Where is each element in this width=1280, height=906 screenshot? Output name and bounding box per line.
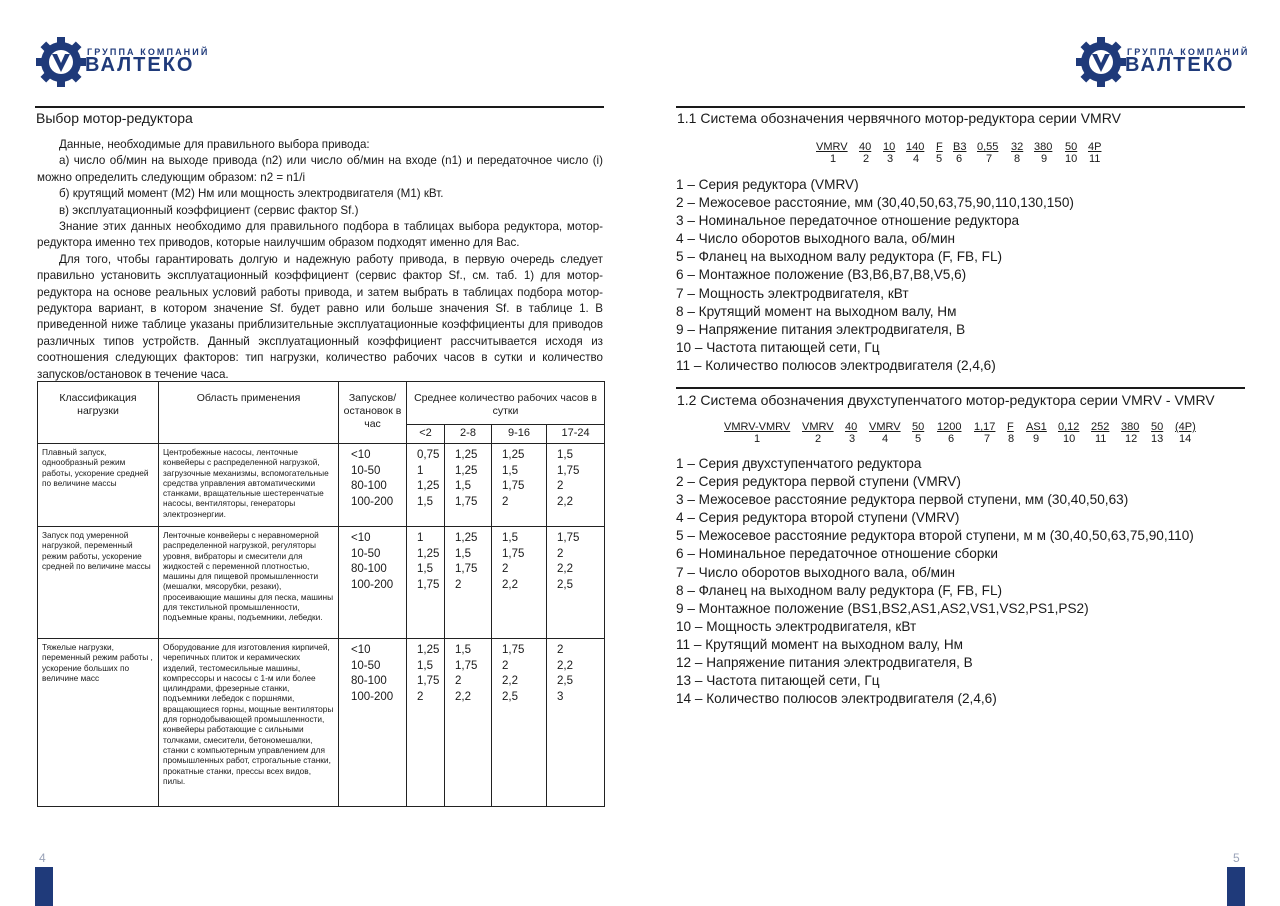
gear-logo-icon bbox=[1075, 36, 1127, 88]
paragraph: б) крутящий момент (М2) Нм или мощность электродвигателя (М1) кВт. bbox=[59, 187, 444, 201]
code-number: 14 bbox=[1179, 433, 1192, 445]
factor-cell: 1,75 2 2,2 2,5 bbox=[492, 639, 547, 807]
legend-item: 11 – Количество полюсов электродвигателя (2,4,6) bbox=[676, 357, 996, 373]
code-part: 40 bbox=[845, 421, 858, 433]
code-number: 5 bbox=[936, 153, 943, 165]
code-number: 5 bbox=[915, 433, 922, 445]
code-part: VMRV bbox=[802, 421, 834, 433]
code-part: B3 bbox=[953, 141, 967, 153]
factor-cell: 0,75 1 1,25 1,5 bbox=[407, 444, 445, 527]
paragraph: Данные, необходимые для правильного выбора привода: bbox=[59, 138, 370, 151]
code-number: 10 bbox=[1065, 153, 1078, 165]
code-part: (4P) bbox=[1175, 421, 1196, 433]
legend-item: 7 – Число оборотов выходного вала, об/мин bbox=[676, 564, 956, 580]
starts-cell: <10 10-50 80-100 100-200 bbox=[339, 527, 407, 639]
header-hours-col: 17-24 bbox=[547, 425, 605, 444]
factor-cell: 1,75 2 2,2 2,5 bbox=[547, 527, 605, 639]
paragraph: Знание этих данных необходимо для правильного подбора в таблицах выбора редуктора, мотор-редуктора именно тех приводов, которые наилучшим образом подходят именно для Вас. bbox=[37, 220, 603, 250]
legend-item: 1 – Серия редуктора (VMRV) bbox=[676, 177, 859, 192]
classification-cell: Запуск под умеренной нагрузкой, переменный режим работы, ускорение средней по величине массы bbox=[38, 527, 159, 639]
table-row bbox=[38, 639, 605, 807]
paragraph: в) эксплуатационный коэффициент (сервис фактор Sf.) bbox=[59, 203, 359, 217]
code-part: 10 bbox=[883, 141, 896, 153]
code-part: 32 bbox=[1011, 141, 1024, 153]
code-number: 9 bbox=[1033, 433, 1040, 445]
legend-item: 10 – Частота питающей сети, Гц bbox=[676, 339, 880, 355]
code-number: 3 bbox=[887, 153, 894, 165]
page-tab-left bbox=[35, 867, 53, 906]
section1-rule bbox=[676, 106, 1245, 108]
legend-item: 9 – Напряжение питания электродвигателя, В bbox=[676, 321, 966, 337]
left-title-rule bbox=[35, 106, 604, 108]
paragraph: Для того, чтобы гарантировать долгую и надежную работу привода, в первую очередь следует правильно установить эксплуатационный коэффициент (сервис фактор Sf., см. таб. 1) для мотор-редуктора на основе реальных условий работы привода, и затем выбрать в таблицах подбора мотор-редуктора вариант, в котором значение Sf. будет равно или больше значения Sf. в таблице 1. В приведенной ниже таблице указаны приблизительные эксплуатационные коэффициенты для приводов различных типов устройств. Данный эксплуатационный коэффициент рассчитывается исходя из соотношения следующих факторов: тип нагрузки, количество рабочих часов в сутки и количество запусков/остановок в течение часа. bbox=[37, 252, 603, 381]
section1-title: 1.1 Система обозначения червячного мотор-редуктора серии VMRV bbox=[677, 110, 1121, 126]
code-number: 11 bbox=[1095, 433, 1107, 445]
code-number: 2 bbox=[815, 433, 822, 445]
factor-cell: 1 1,25 1,5 1,75 bbox=[407, 527, 445, 639]
section1-legend bbox=[676, 176, 1074, 375]
page-number-right: 5 bbox=[1233, 851, 1240, 865]
code-part: 50 bbox=[1151, 421, 1164, 433]
code-number: 8 bbox=[1014, 153, 1021, 165]
page-number-left: 4 bbox=[39, 851, 46, 865]
header-hours-col: 2-8 bbox=[445, 425, 492, 444]
code-number: 1 bbox=[754, 433, 761, 445]
header-application: Область применения bbox=[159, 382, 339, 444]
code-number: 6 bbox=[956, 153, 963, 165]
legend-item: 11 – Крутящий момент на выходном валу, Нм bbox=[676, 636, 963, 652]
section1-code-line bbox=[676, 141, 1245, 167]
application-cell: Центробежные насосы, ленточные конвейеры с распределенной нагрузкой, загрузочные механизмы, вспомогательные средства управления автоматическими станками, вращательные шестеренчатые насосы, вентиляторы, генераторы электроэнергии. bbox=[159, 444, 339, 527]
code-part: F bbox=[1007, 421, 1014, 433]
table-row bbox=[38, 527, 605, 639]
factor-cell: 1,25 1,5 1,75 2 bbox=[445, 527, 492, 639]
legend-item: 6 – Монтажное положение (B3,B6,B7,B8,V5,6) bbox=[676, 267, 967, 283]
legend-item: 4 – Число оборотов выходного вала, об/мин bbox=[676, 231, 956, 247]
code-part: 0,12 bbox=[1058, 421, 1080, 433]
factor-cell: 1,5 1,75 2 2,2 bbox=[547, 444, 605, 527]
legend-item: 8 – Фланец на выходном валу редуктора (F, FB, FL) bbox=[676, 582, 1003, 598]
code-part: 380 bbox=[1034, 141, 1053, 153]
legend-item: 4 – Серия редуктора второй ступени (VMRV) bbox=[676, 510, 960, 526]
factor-cell: 1,25 1,5 1,75 2 bbox=[492, 444, 547, 527]
company-logo-right bbox=[1075, 36, 1250, 88]
gear-logo-icon bbox=[35, 36, 87, 88]
code-part: VMRV-VMRV bbox=[724, 421, 791, 433]
logo-name: ВАЛТЕКО bbox=[1125, 54, 1235, 76]
section2-code-line bbox=[676, 421, 1245, 447]
legend-item: 7 – Мощность электродвигателя, кВт bbox=[676, 285, 909, 301]
code-part: 40 bbox=[859, 141, 872, 153]
header-hours: Среднее количество рабочих часов в сутки bbox=[407, 382, 605, 425]
factor-cell: 1,5 1,75 2 2,2 bbox=[492, 527, 547, 639]
code-number: 10 bbox=[1063, 433, 1076, 445]
legend-item: 2 – Серия редуктора первой ступени (VMRV) bbox=[676, 474, 961, 490]
code-number: 11 bbox=[1089, 153, 1101, 165]
legend-item: 2 – Межосевое расстояние, мм (30,40,50,63,75,90,110,130,150) bbox=[676, 195, 1074, 211]
application-cell: Оборудование для изготовления кирпичей, черепичных плиток и керамических изделий, тестомесильные машины, компрессоры и насосы с 1-м или более цилиндрами, фрезерные станки, подъемники лебедок с поршнями, вращающиеся горны, мощные вентиляторы для горнодобывающей промышленности, конвейеры работающие с сильными толчками, смесители, бетономешалки, станки с компьютерным управлением для промышленных работ, строгальные станки, прокатные станки, прессы всех видов, пилы. bbox=[159, 639, 339, 807]
code-number: 13 bbox=[1151, 433, 1164, 445]
legend-item: 13 – Частота питающей сети, Гц bbox=[676, 673, 880, 689]
classification-cell: Тяжелые нагрузки, переменный режим работы , ускорение больших по величине масс bbox=[38, 639, 159, 807]
code-number: 1 bbox=[830, 153, 837, 165]
code-part: AS1 bbox=[1026, 421, 1047, 433]
code-part: 380 bbox=[1121, 421, 1140, 433]
code-part: 50 bbox=[912, 421, 925, 433]
code-number: 6 bbox=[948, 433, 955, 445]
code-part: 1,17 bbox=[974, 421, 996, 433]
legend-item: 9 – Монтажное положение (BS1,BS2,AS1,AS2,VS1,VS2,PS1,PS2) bbox=[676, 600, 1089, 616]
legend-item: 14 – Количество полюсов электродвигателя (2,4,6) bbox=[676, 691, 997, 707]
code-number: 7 bbox=[986, 153, 993, 165]
factor-cell: 1,25 1,5 1,75 2 bbox=[407, 639, 445, 807]
legend-item: 5 – Межосевое расстояние редуктора второй ступени, м м (30,40,50,63,75,90,110) bbox=[676, 528, 1194, 544]
code-part: 50 bbox=[1065, 141, 1078, 153]
legend-item: 8 – Крутящий момент на выходном валу, Нм bbox=[676, 303, 957, 319]
left-page-title: Выбор мотор-редуктора bbox=[36, 110, 193, 126]
section2-legend bbox=[676, 455, 1194, 708]
table-row bbox=[38, 444, 605, 527]
code-part: 252 bbox=[1091, 421, 1110, 433]
logo-subtitle: ГРУППА КОМПАНИЙ bbox=[87, 47, 210, 57]
section2-title: 1.2 Система обозначения двухступенчатого мотор-редуктора серии VMRV - VMRV bbox=[677, 392, 1215, 408]
section2-rule bbox=[676, 387, 1245, 389]
intro-text bbox=[37, 137, 603, 383]
code-part: VMRV bbox=[816, 141, 848, 153]
logo-subtitle: ГРУППА КОМПАНИЙ bbox=[1127, 47, 1250, 57]
code-number: 12 bbox=[1125, 433, 1138, 445]
application-cell: Ленточные конвейеры с неравномерной распределенной нагрузкой, регуляторы уровня, вибраторы и смесители для жидкостей с переменной плотностью, машины для пищевой промышленности (мешалки, мясорубки, резаки), просеивающие машины для песка, машины для текстильной промышленности, подъемные краны, подъемники, лебедки. bbox=[159, 527, 339, 639]
header-starts: Запусков/ остановок в час bbox=[339, 382, 407, 444]
code-part: VMRV bbox=[869, 421, 901, 433]
code-number: 4 bbox=[882, 433, 889, 445]
code-part: 4P bbox=[1088, 141, 1102, 153]
legend-item: 10 – Мощность электродвигателя, кВт bbox=[676, 618, 917, 634]
code-number: 9 bbox=[1041, 153, 1048, 165]
starts-cell: <10 10-50 80-100 100-200 bbox=[339, 639, 407, 807]
legend-item: 5 – Фланец на выходном валу редуктора (F, FB, FL) bbox=[676, 249, 1003, 265]
logo-name: ВАЛТЕКО bbox=[85, 54, 195, 76]
code-part: 140 bbox=[906, 141, 925, 153]
legend-item: 12 – Напряжение питания электродвигателя, В bbox=[676, 655, 973, 671]
code-number: 8 bbox=[1008, 433, 1015, 445]
company-logo-left bbox=[35, 36, 210, 88]
service-factor-table bbox=[37, 381, 605, 807]
factor-cell: 2 2,2 2,5 3 bbox=[547, 639, 605, 807]
legend-item: 6 – Номинальное передаточное отношение сборки bbox=[676, 546, 998, 562]
code-part: 1200 bbox=[937, 421, 962, 433]
code-number: 4 bbox=[913, 153, 920, 165]
header-classification: Классификация нагрузки bbox=[38, 382, 159, 444]
factor-cell: 1,25 1,25 1,5 1,75 bbox=[445, 444, 492, 527]
legend-item: 3 – Номинальное передаточное отношение редуктора bbox=[676, 213, 1020, 229]
classification-cell: Плавный запуск, однообразный режим работы, ускорение средней по величине массы bbox=[38, 444, 159, 527]
code-part: F bbox=[936, 141, 943, 153]
starts-cell: <10 10-50 80-100 100-200 bbox=[339, 444, 407, 527]
legend-item: 3 – Межосевое расстояние редуктора первой ступени, мм (30,40,50,63) bbox=[676, 492, 1129, 508]
legend-item: 1 – Серия двухступенчатого редуктора bbox=[676, 456, 922, 471]
factor-cell: 1,5 1,75 2 2,2 bbox=[445, 639, 492, 807]
header-hours-col: <2 bbox=[407, 425, 445, 444]
paragraph: а) число об/мин на выходе привода (n2) или число об/мин на входе (n1) и передаточное число (i) можно определить следующим образом: n2 = n1/i bbox=[37, 154, 603, 184]
code-number: 7 bbox=[984, 433, 991, 445]
code-number: 3 bbox=[849, 433, 856, 445]
code-number: 2 bbox=[863, 153, 870, 165]
header-hours-col: 9-16 bbox=[492, 425, 547, 444]
code-part: 0,55 bbox=[977, 141, 999, 153]
page-tab-right bbox=[1227, 867, 1245, 906]
